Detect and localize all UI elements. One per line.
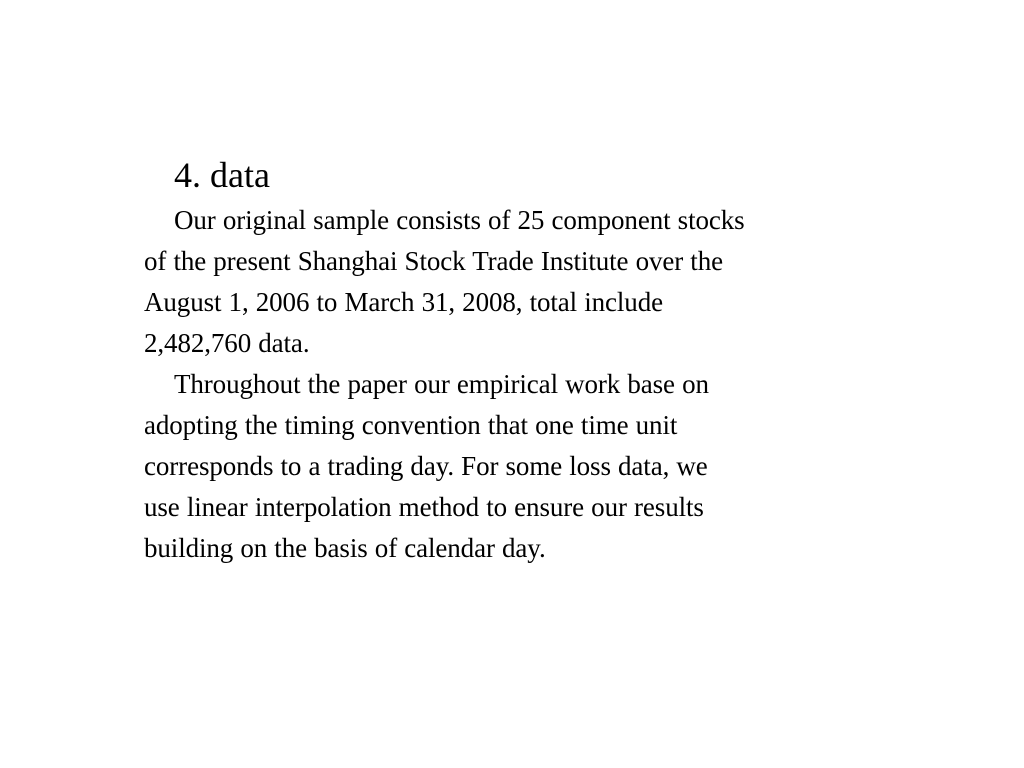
paragraph-line: Throughout the paper our empirical work base on [174, 369, 709, 399]
section-heading: 4. data [174, 155, 270, 195]
paragraph-line: of the present Shanghai Stock Trade Institute over the [144, 246, 723, 276]
paragraph-line: corresponds to a trading day. For some loss data, we [144, 451, 708, 481]
paragraph-line: Our original sample consists of 25 component stocks [174, 205, 745, 235]
paragraph-line: building on the basis of calendar day. [144, 533, 546, 563]
paragraph-methodology [144, 364, 914, 569]
paragraph-line: use linear interpolation method to ensure our results [144, 492, 704, 522]
slide-body [144, 150, 914, 569]
paragraph-line: adopting the timing convention that one time unit [144, 410, 678, 440]
paragraph-line: August 1, 2006 to March 31, 2008, total include [144, 287, 663, 317]
paragraph-line: 2,482,760 data. [144, 328, 310, 358]
paragraph-data-sample [144, 200, 914, 364]
